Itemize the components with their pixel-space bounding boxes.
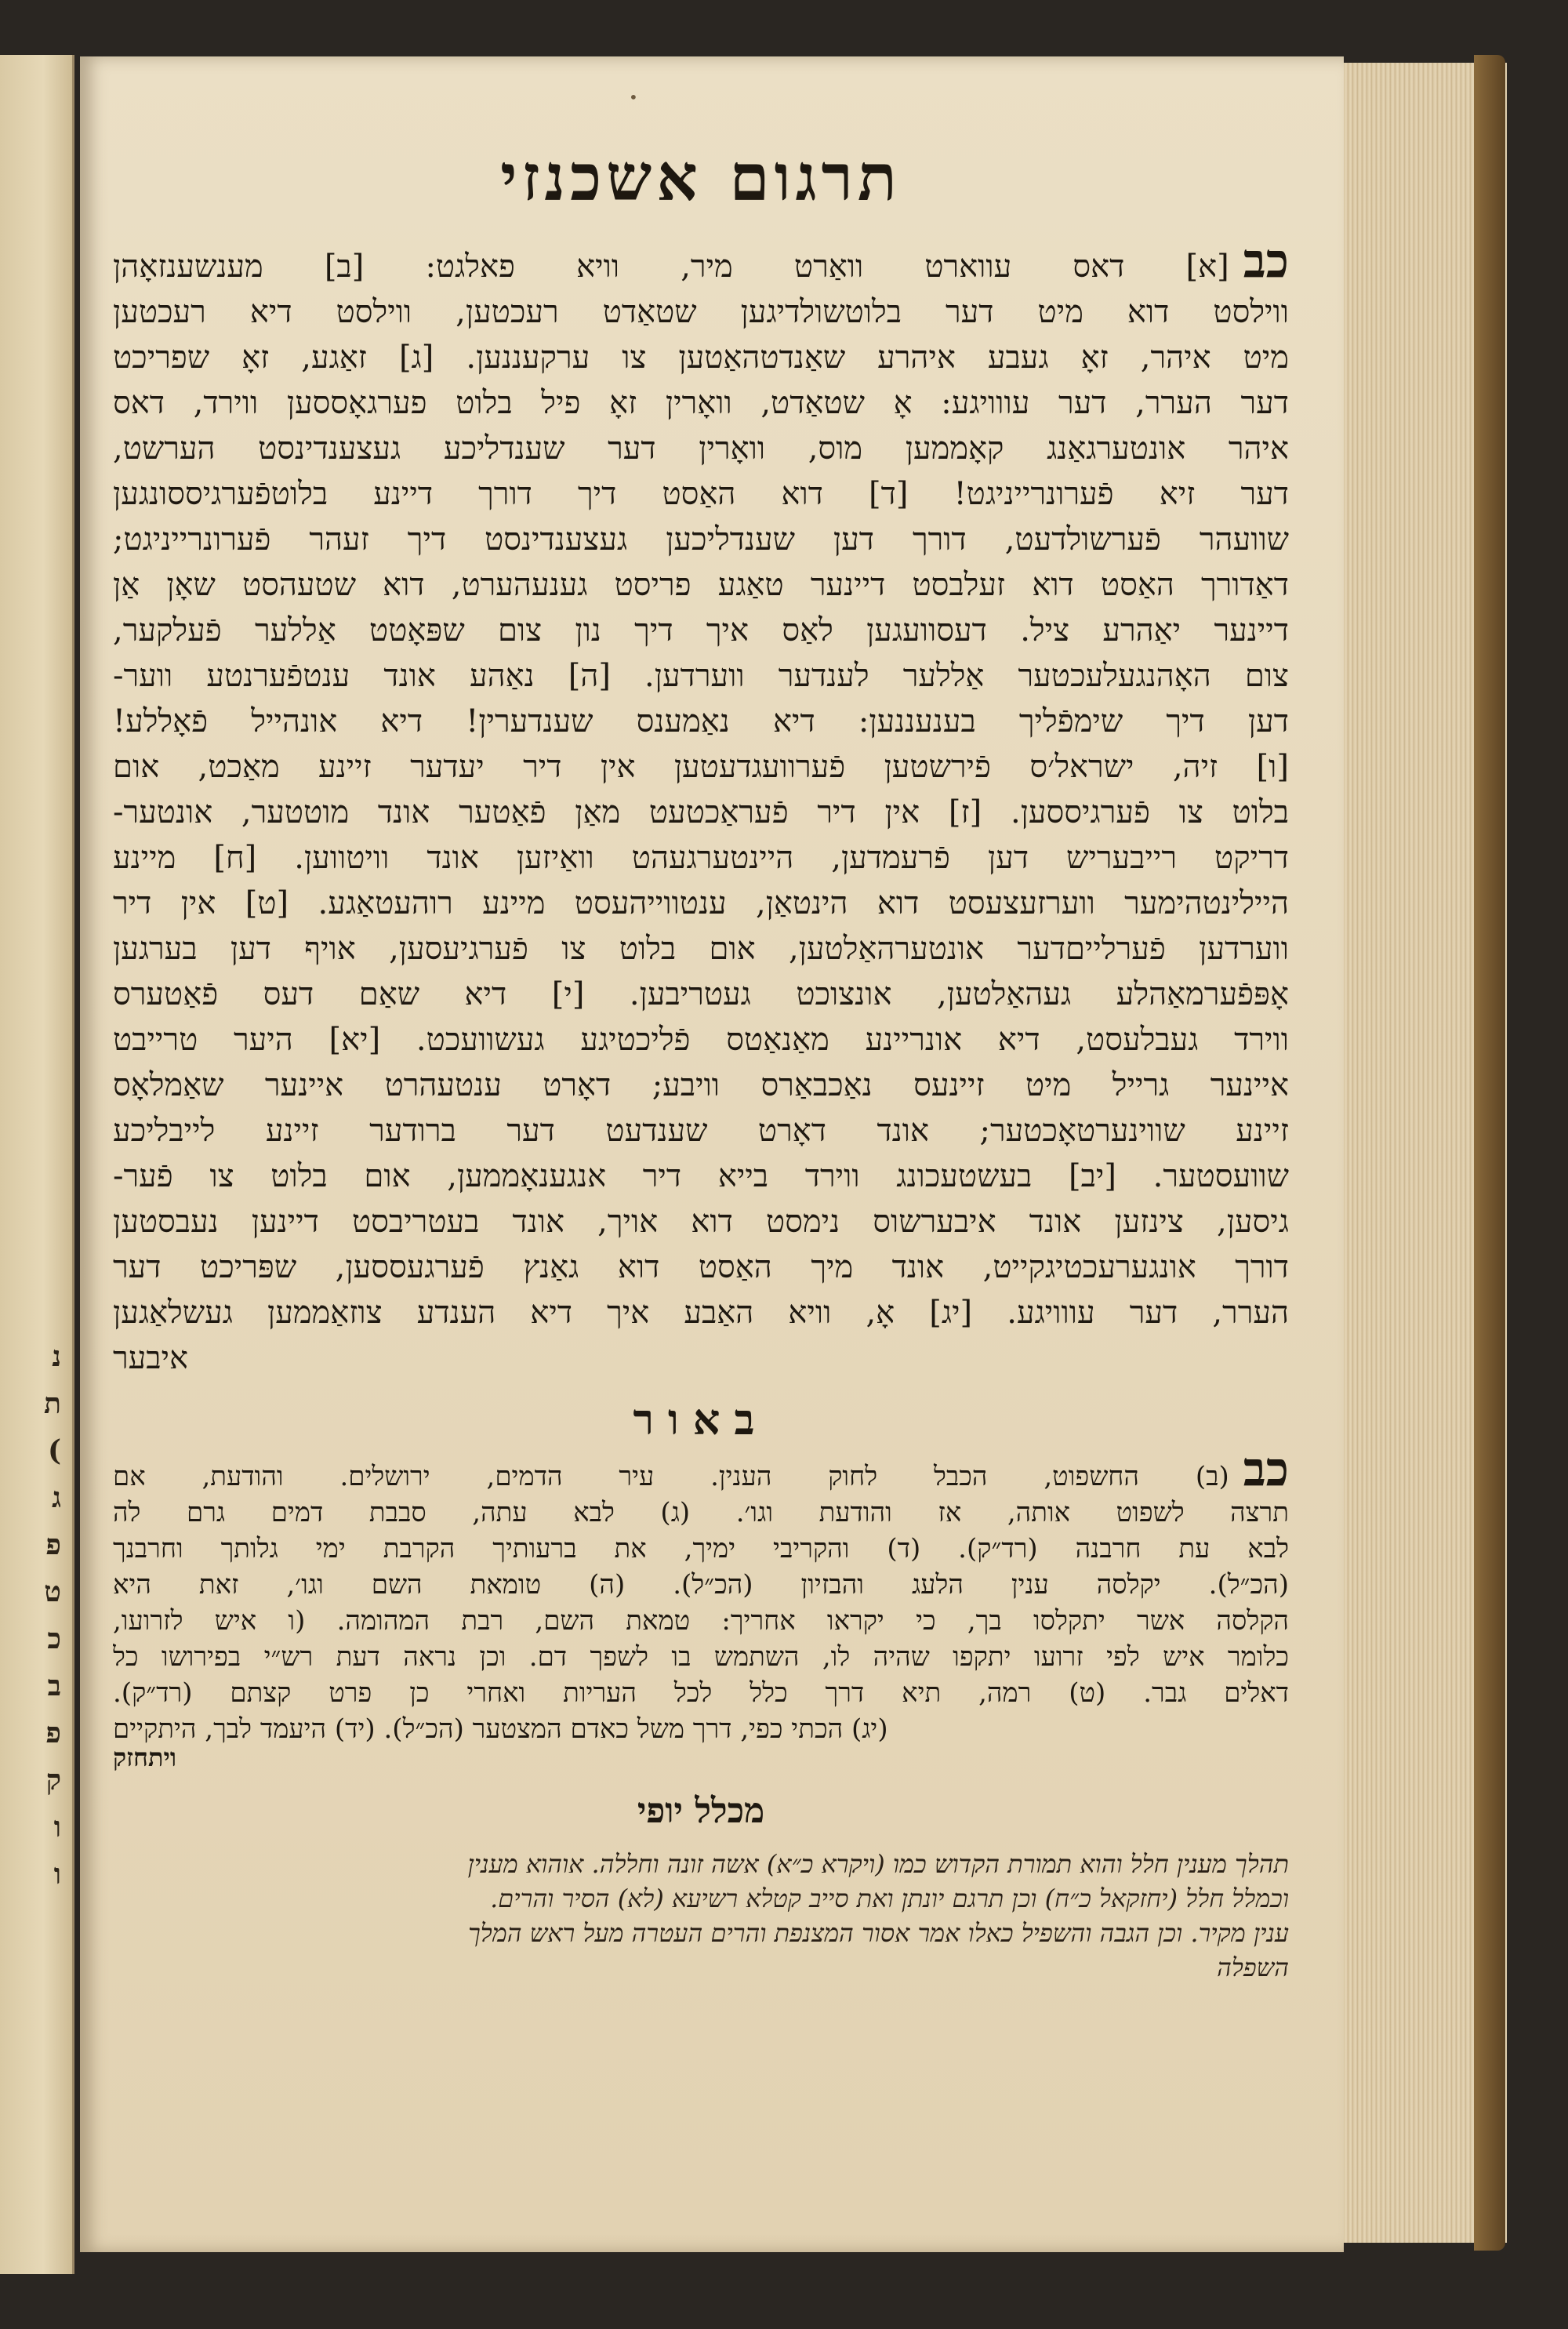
- german-translation-text: [113, 238, 1289, 1381]
- text-line: דען דיך שימפֿליך בענעננען: דיא נאַמענס שענדערין! דיא אונהייל פֿאָללע!: [113, 703, 1289, 739]
- text-line: בלוט צו פֿערגיססען. [ז] אין דיר פֿעראַכטעט מאַן פֿאַטער אונד מוטטער, אונטער-: [113, 794, 1289, 830]
- commentary-line: לבא עת חרבנה (רד״ק). (ד) והקריבי ימיך, את ברעותיך הקרבת ימי גלותך וחרבנך: [113, 1533, 1289, 1564]
- commentary-line: (יג) הכתי כפי, דרך משל כאדם המצטער (הכ״ל). (יד) היעמד לבך, היתקיים: [113, 1713, 888, 1745]
- left-glyph: ט: [44, 1575, 61, 1608]
- left-glyph: פ: [45, 1717, 61, 1749]
- text-line: איינער גרייל מיט זיינעס נאַכבאַרס וויבע; דאָרט ענטעהרט איינער שאַמלאָס: [113, 1067, 1289, 1103]
- book-cover-edge: [1474, 55, 1505, 2251]
- left-glyph: ת: [44, 1387, 61, 1420]
- text-line: דורך אונגערעכטיגקייט, אונד מיך האַסט דוא גאַנץ פֿערגעססען, שפּריכט דער: [113, 1249, 1289, 1285]
- printer-mark: •: [629, 88, 638, 107]
- catchword: ויתחזק: [113, 1742, 177, 1772]
- commentary-line: (הכ״ל). יקלסה ענין הלעג והבזיון (הכ״ל). (ה) טומאת השם וגו׳, זאת היא: [113, 1569, 1289, 1601]
- text-line: שוועסטער. [יב] בעשטעכונג ווירד בייא דיר אנגענאָממען, אום בלוט צו פֿער-: [113, 1158, 1289, 1194]
- text-line: ווילסט דוא מיט דער בלוטשולדיגען שטאַדט רעכטען, ווילסט דיא רעכטען: [113, 294, 1289, 330]
- biur-commentary: [113, 1452, 1289, 1747]
- text-line: היילינטהימער ווערזעצעסט דוא הינטאַן, ענטווייהעסט מיינע רוהעטאַגע. [ט] אין דיר: [113, 885, 1289, 921]
- book-page: [80, 56, 1344, 2252]
- left-glyph: פ: [45, 1528, 61, 1561]
- commentary-line: תרצה לשפוט אותה, אז והודעת וגו׳. (ג) לבא עתה, סבבת דמים גרם לה: [113, 1497, 1289, 1528]
- text-line: איבער: [113, 1340, 189, 1376]
- text-line: איהר אונטערגאַנג קאָממען מוס, וואָרין דער שענדליכע געצענדינסט הערשט,: [113, 431, 1289, 467]
- text-line: אָפּפֿערמאַהלע געהאַלטען, אונצוכט געטריבען. [י] דיא שאַם דעס פֿאַטערס: [113, 976, 1289, 1012]
- yofi-heading: מכלל יופי: [637, 1791, 765, 1831]
- commentary-line: הקלסה אשר יתקלסו בך, כי יקראו אחריך: טמאת השם, רבת המהומה. (ו איש לזרועו,: [113, 1605, 1289, 1637]
- text-line: צום האָהנגעלעכטער אַללער לענדער ווערדען. [ה] נאַהע אונד ענטפֿערנטע ווער-: [113, 658, 1289, 694]
- left-page-edge: [0, 55, 74, 2274]
- yofi-line: תהלך מענין חלל והוא תמורת הקדוש כמו (ויקרא כ״א) אשה זונה וחללה. אוהוא מענין: [467, 1849, 1289, 1879]
- left-glyph: (: [47, 1434, 61, 1467]
- text-line: דיינער יאַהרע ציל. דעסוועגען לאַס איך דיך נון צום שפּאָטט אַללער פֿעלקער,: [113, 612, 1289, 649]
- left-glyph: ב: [47, 1670, 61, 1702]
- commentary-line: כב(ב) החשפוט, הכבל לחוק הענין. עיר הדמים, ירושלים. והודעת, אם: [113, 1452, 1289, 1495]
- commentary-line: כלומר איש לפי זרועו יתקפו שהיה לו, השתמש בו לשפך דם. וכן נראה דעת רש״י בפירושו כל: [113, 1641, 1289, 1673]
- text-line: דער זיא פֿערונרייניגט! [ד] דוא האַסט דיך דורך דיינע בלוטפֿערגיססונגען: [113, 476, 1289, 512]
- chapter-number: כב: [1243, 238, 1289, 289]
- yofi-line: וכמלל חלל (יחזקאל כ״ח) וכן תרגם יונתן ואת סייב קטלא רשיעא (לא) הסיר והרים.: [490, 1884, 1289, 1913]
- commentary-line: דאלים גבר. (ט) רמה, תיא דרך כלל לכל העריות ואחרי כן פרט קצתם (רד״ק).: [113, 1677, 1289, 1709]
- yofi-commentary: [113, 1847, 1289, 1985]
- text-line: מיט איהר, זאָ געבע איהרע שאַנדטהאַטען צו ערקעננען. [ג] זאַגע, זאָ שפריכט: [113, 340, 1289, 376]
- left-glyph: ג: [52, 1481, 61, 1514]
- text-line: [ו] זיה, ישראל׳ס פֿירשטען פֿערוועגדעטען אין דיר יעדער זיינע מאַכט, אום: [113, 749, 1289, 785]
- left-glyph: נ: [52, 1341, 61, 1373]
- text-line: הערר, דער עווויגע. [יג] אָ, וויא האַבע איך דיא הענדע צוזאַממען געשלאַגען: [113, 1295, 1289, 1331]
- left-page-text-fragments: [0, 1341, 69, 1984]
- biur-chapter-number: כב: [1243, 1452, 1289, 1495]
- text-line: ווירד געבלעסט, דיא אונריינע מאַנאַטס פֿליכטיגע געשוועכט. [יא] היער טרייבט: [113, 1022, 1289, 1058]
- left-glyph: ו: [53, 1811, 61, 1844]
- text-line: כב[א] דאס עווארט וואַרט מיר, וויא פאלגט: [ב] מענשענזאָהן: [113, 238, 1289, 289]
- text-line: זיינע שווינערטאָכטער; אונד דאָרט שענדעט דער ברודער זיינע לייבליכע: [113, 1113, 1289, 1149]
- yofi-line: השפלה: [1217, 1953, 1289, 1982]
- text-line: דריקט רייבעריש דען פֿרעמדען, היינטערגעהט וואַיזען אונד וויטווען. [ח] מיינע: [113, 840, 1289, 876]
- text-line: גיסען, צינזען אונד איבערשוס נימסט דוא אויך, אונד בעטריבסט דיינען נעבסטען: [113, 1204, 1289, 1240]
- left-glyph: כ: [47, 1622, 61, 1655]
- text-line: דאַדורך האַסט דוא זעלבסט דיינער טאַגע פריסט גענעהערט, דוא שטעהסט שאָן אַן: [113, 567, 1289, 603]
- text-line: ווערדען פֿערלייםדער אונטערהאַלטען, אום בלוט צו פֿערגיעסען, אויף דען בערגען: [113, 931, 1289, 967]
- page-content: [113, 135, 1289, 1985]
- yofi-line: ענין מקיר. וכן הגבה והשפיל כאלו אמר אסור המצנפת והרים העטרה מעל ראש המלך: [468, 1918, 1289, 1948]
- page-title: תרגום אשכנזי: [500, 140, 902, 216]
- text-line: שוועהר פֿערשולדעט, דורך דען שענדליכען געצענדינסט דיך זעהר פֿערונרייניגט;: [113, 521, 1289, 558]
- text-line: דער הערר, דער עווויגע: אָ שטאַדט, וואָרין זאָ פיל בלוט פערגאָססען ווירד, דאס: [113, 385, 1289, 421]
- left-glyph: ק: [45, 1764, 61, 1797]
- left-glyph: ו: [53, 1858, 61, 1891]
- biur-heading: באור: [633, 1394, 769, 1444]
